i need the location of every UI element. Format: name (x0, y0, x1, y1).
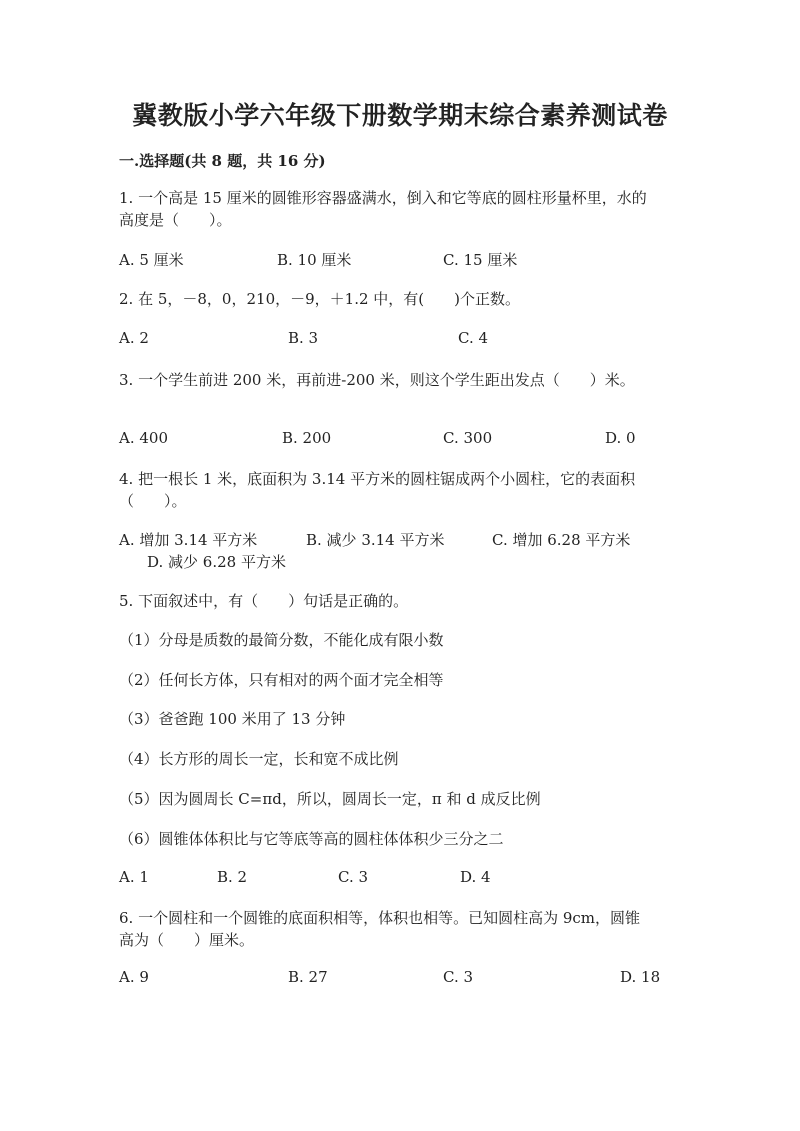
q3-option-c: C. 300 (443, 429, 493, 447)
q4-line2: （ ）。 (119, 492, 187, 510)
q4-option-c: C. 增加 6.28 平方米 (492, 531, 631, 549)
page-title: 冀教版小学六年级下册数学期末综合素养测试卷 (132, 101, 668, 130)
q5-statement: （5）因为圆周长 C=πd，所以，圆周长一定，π 和 d 成反比例 (119, 790, 541, 808)
q6-line1: 6. 一个圆柱和一个圆锥的底面积相等，体积也相等。已知圆柱高为 9cm，圆锥 (119, 909, 641, 927)
q3-option-a: A. 400 (119, 429, 168, 447)
q5-statement: （1）分母是质数的最简分数，不能化成有限小数 (119, 631, 444, 649)
q3-option-b: B. 200 (282, 429, 332, 447)
q4-line1: 4. 把一根长 1 米，底面积为 3.14 平方米的圆柱锯成两个小圆柱，它的表面积 (119, 470, 636, 488)
q3-option-d: D. 0 (605, 429, 636, 447)
q4-option-d: D. 减少 6.28 平方米 (147, 553, 286, 571)
q1-option-b: B. 10 厘米 (277, 251, 352, 269)
q3-line1: 3. 一个学生前进 200 米，再前进-200 米，则这个学生距出发点（ ）米。 (119, 371, 635, 389)
q5-statement: （6）圆锥体体积比与它等底等高的圆柱体体积少三分之二 (119, 830, 504, 848)
section-heading: 一.选择题(共 8 题，共 16 分) (119, 152, 326, 170)
q6-option-b: B. 27 (288, 968, 328, 986)
q1-line2: 高度是（ ）。 (119, 211, 232, 229)
q2-option-c: C. 4 (458, 329, 489, 347)
q6-option-c: C. 3 (443, 968, 474, 986)
q5-option-a: A. 1 (119, 868, 149, 886)
q5-statement: （4）长方形的周长一定，长和宽不成比例 (119, 750, 399, 768)
q1-line1: 1. 一个高是 15 厘米的圆锥形容器盛满水，倒入和它等底的圆柱形量杯里，水的 (119, 189, 647, 207)
q6-line2: 高为（ ）厘米。 (119, 931, 255, 949)
q5-statement: （2）任何长方体，只有相对的两个面才完全相等 (119, 671, 444, 689)
q5-option-c: C. 3 (338, 868, 369, 886)
q1-option-c: C. 15 厘米 (443, 251, 518, 269)
q5-statement: （3）爸爸跑 100 米用了 13 分钟 (119, 710, 346, 728)
q5-option-b: B. 2 (217, 868, 248, 886)
q1-option-a: A. 5 厘米 (119, 251, 184, 269)
q4-option-b: B. 减少 3.14 平方米 (306, 531, 445, 549)
q2-option-a: A. 2 (119, 329, 149, 347)
q5-line1: 5. 下面叙述中，有（ ）句话是正确的。 (119, 592, 409, 610)
q2-line1: 2. 在 5，－8，0，210，－9，＋1.2 中，有( )个正数。 (119, 290, 520, 308)
q2-option-b: B. 3 (288, 329, 319, 347)
q5-option-d: D. 4 (460, 868, 491, 886)
q6-option-a: A. 9 (119, 968, 149, 986)
q4-option-a: A. 增加 3.14 平方米 (119, 531, 258, 549)
q6-option-d: D. 18 (620, 968, 661, 986)
